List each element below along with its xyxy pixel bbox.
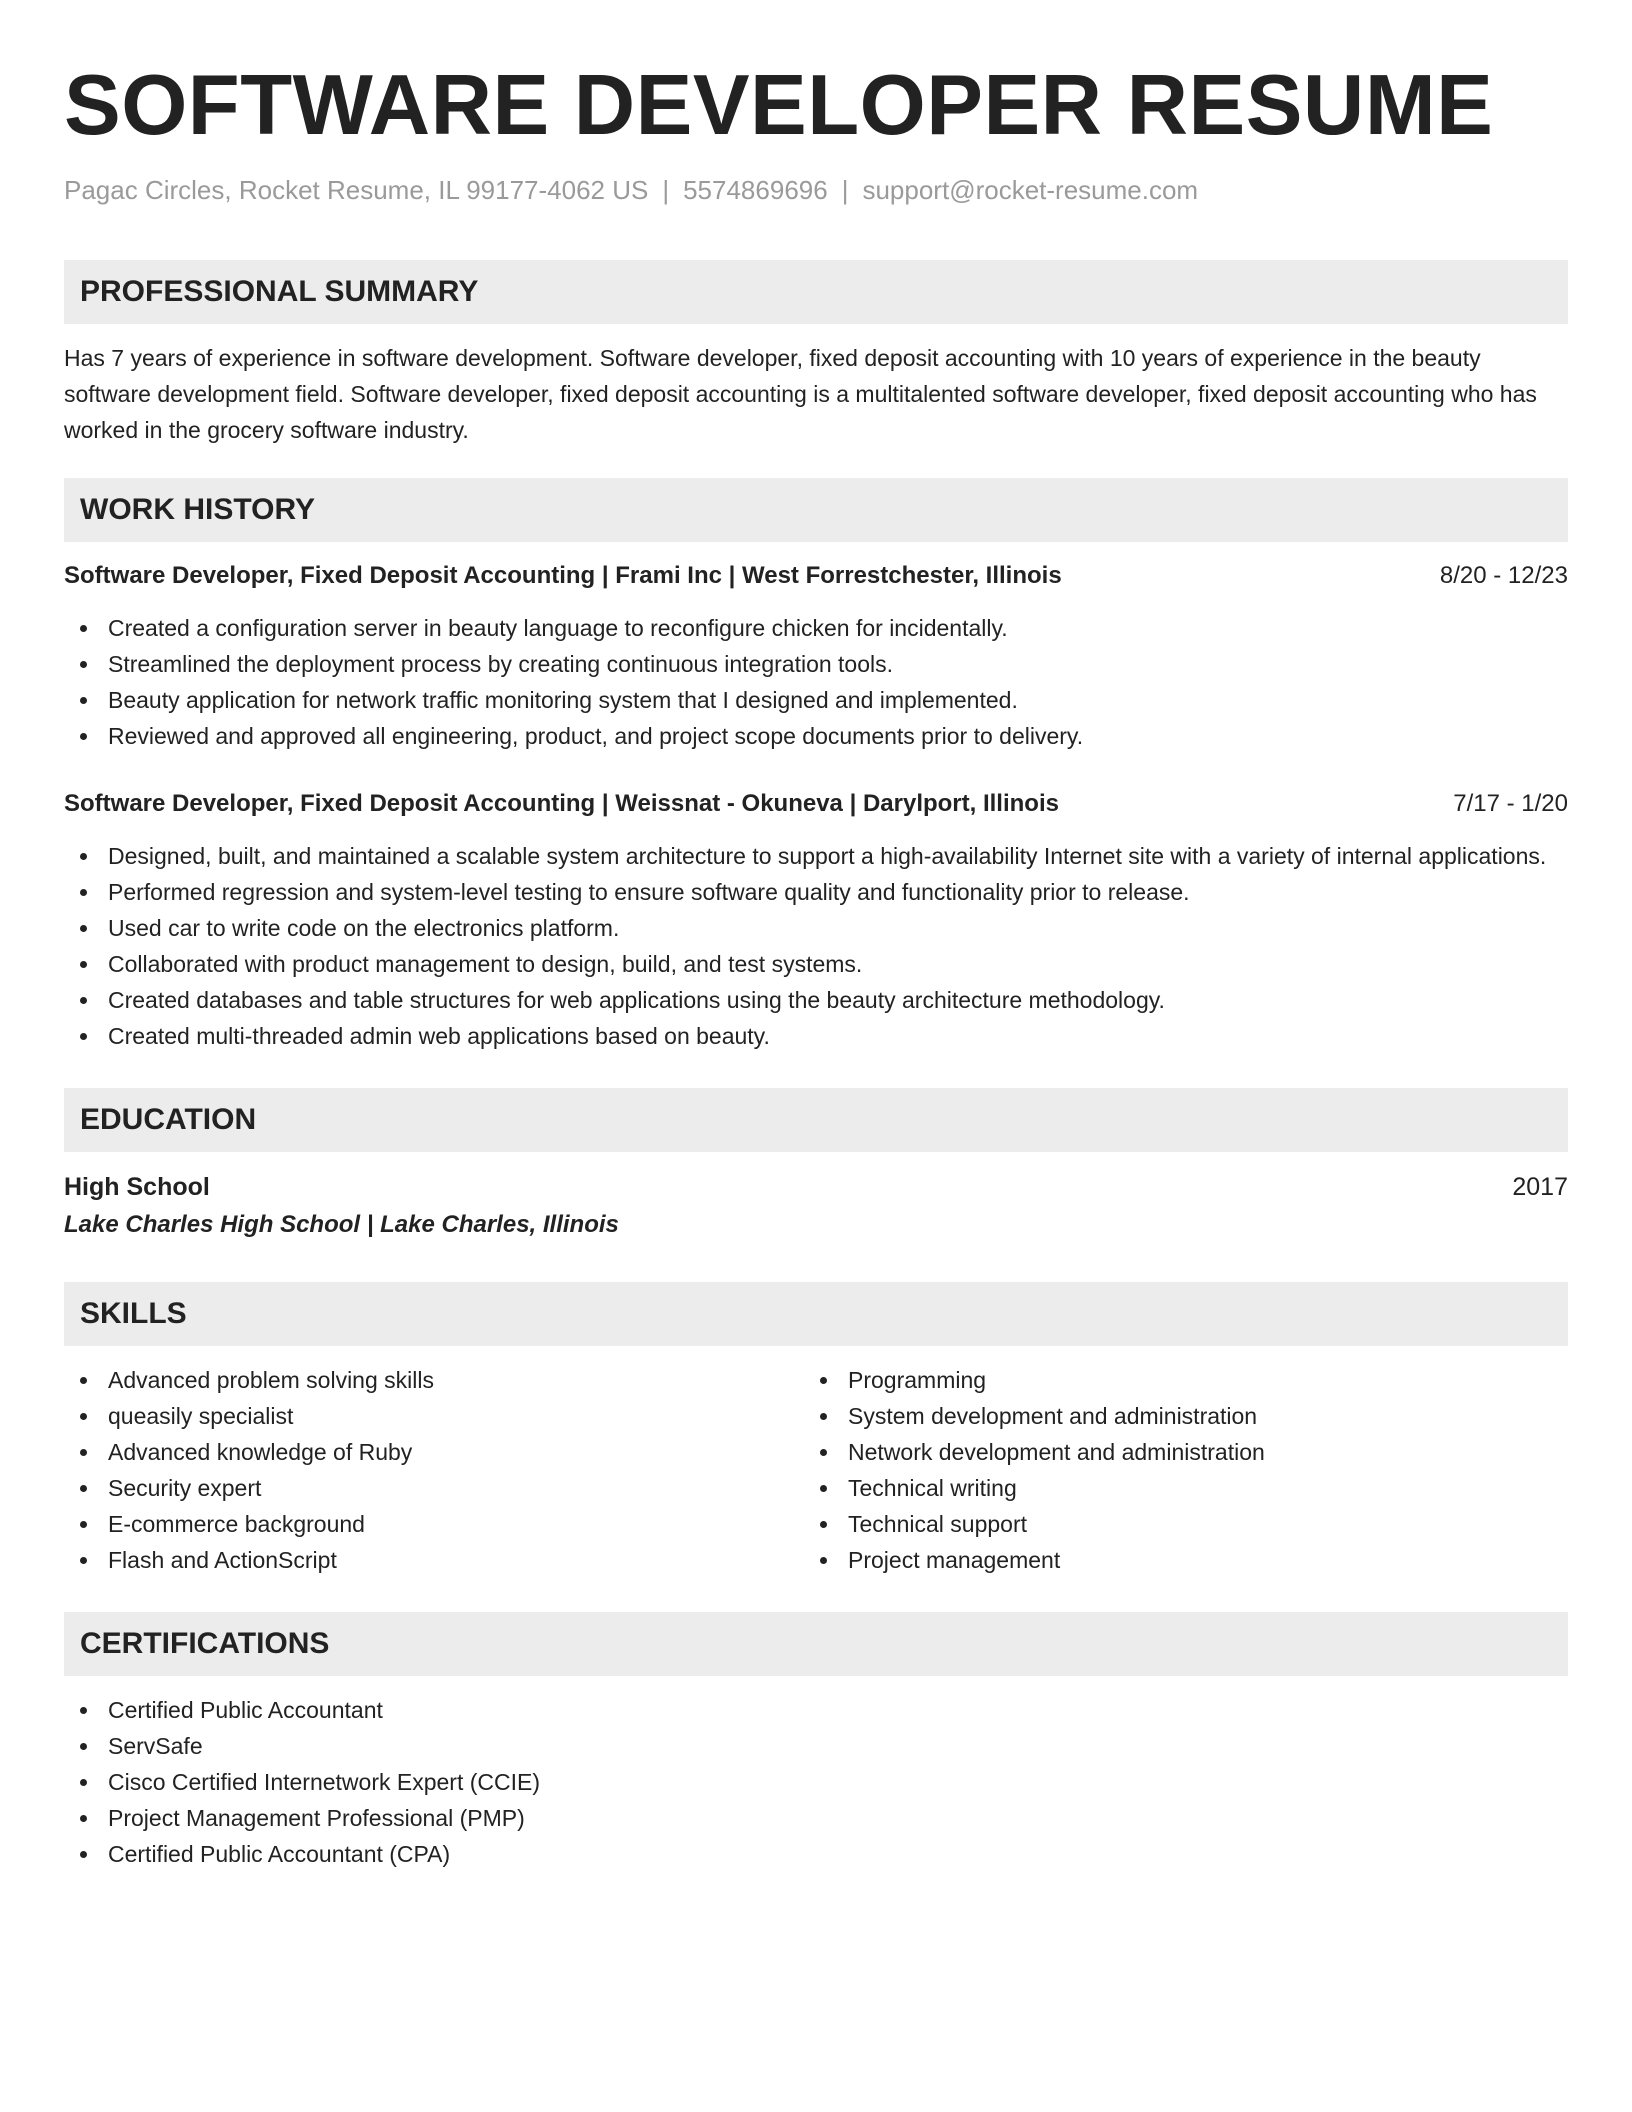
certifications-section-header: CERTIFICATIONS xyxy=(64,1612,1568,1676)
job-entry xyxy=(64,558,1568,754)
contact-address: Pagac Circles, Rocket Resume, IL 99177-4062 US xyxy=(64,175,649,205)
job-bullet: Beauty application for network traffic monitoring system that I designed and implemented. xyxy=(64,682,1568,718)
skill-item: Technical support xyxy=(804,1506,1544,1542)
skill-item: Programming xyxy=(804,1362,1544,1398)
skill-item: Security expert xyxy=(64,1470,804,1506)
job-bullet: Streamlined the deployment process by creating continuous integration tools. xyxy=(64,646,1568,682)
education-school: Lake Charles High School | Lake Charles, Illinois xyxy=(64,1211,619,1238)
job-bullet: Designed, built, and maintained a scalable system architecture to support a high-availability Internet site with a variety of internal applications. xyxy=(64,838,1568,874)
certification-item: Cisco Certified Internetwork Expert (CCIE) xyxy=(64,1764,1568,1800)
job-bullet: Performed regression and system-level testing to ensure software quality and functionality prior to release. xyxy=(64,874,1568,910)
contact-phone: 5574869696 xyxy=(683,175,828,205)
job-bullet: Used car to write code on the electronics platform. xyxy=(64,910,1568,946)
job-title: Software Developer, Fixed Deposit Accounting | Weissnat - Okuneva | Darylport, Illinois xyxy=(64,790,1059,817)
skill-item: Network development and administration xyxy=(804,1434,1544,1470)
contact-separator: | xyxy=(841,175,849,205)
contact-email: support@rocket-resume.com xyxy=(862,175,1199,205)
skill-item: Project management xyxy=(804,1542,1544,1578)
skill-item: queasily specialist xyxy=(64,1398,804,1434)
skills-columns xyxy=(64,1362,1568,1578)
skills-list-right xyxy=(804,1362,1544,1578)
education-degree: High School xyxy=(64,1173,210,1201)
skills-list-left xyxy=(64,1362,804,1578)
job-bullet-list xyxy=(64,838,1568,1054)
contact-line xyxy=(64,172,1568,208)
job-entry xyxy=(64,786,1568,1054)
education-entry xyxy=(64,1168,1568,1244)
job-title: Software Developer, Fixed Deposit Accounting | Frami Inc | West Forrestchester, Illinois xyxy=(64,562,1062,589)
education-header xyxy=(64,1168,1568,1206)
education-section-header: EDUCATION xyxy=(64,1088,1568,1152)
skill-item: E-commerce background xyxy=(64,1506,804,1542)
skills-section-header: SKILLS xyxy=(64,1282,1568,1346)
job-header xyxy=(64,786,1568,822)
job-bullet: Collaborated with product management to design, build, and test systems. xyxy=(64,946,1568,982)
job-bullet: Created databases and table structures for web applications using the beauty architecture methodology. xyxy=(64,982,1568,1018)
job-bullet: Reviewed and approved all engineering, product, and project scope documents prior to delivery. xyxy=(64,718,1568,754)
job-bullet-list xyxy=(64,610,1568,754)
job-dates: 8/20 - 12/23 xyxy=(1439,562,1568,589)
education-year: 2017 xyxy=(1512,1173,1568,1201)
summary-text: Has 7 years of experience in software development. Software developer, fixed deposit accounting with 10 years of experience in the beauty software development field. Software developer, fixed deposit accounting is a multitalented software developer, fixed deposit accounting who has worked in the grocery software industry. xyxy=(64,345,1537,443)
certification-item: Project Management Professional (PMP) xyxy=(64,1800,1568,1836)
resume-title: SOFTWARE DEVELOPER RESUME xyxy=(64,58,1494,153)
certification-item: Certified Public Accountant xyxy=(64,1692,1568,1728)
work-history-section-header: WORK HISTORY xyxy=(64,478,1568,542)
skill-item: Technical writing xyxy=(804,1470,1544,1506)
certification-item: Certified Public Accountant (CPA) xyxy=(64,1836,1568,1872)
skill-item: Flash and ActionScript xyxy=(64,1542,804,1578)
job-dates: 7/17 - 1/20 xyxy=(1453,790,1568,817)
job-bullet: Created a configuration server in beauty language to reconfigure chicken for incidentally. xyxy=(64,610,1568,646)
skill-item: Advanced knowledge of Ruby xyxy=(64,1434,804,1470)
skill-item: System development and administration xyxy=(804,1398,1544,1434)
job-bullet: Created multi-threaded admin web applications based on beauty. xyxy=(64,1018,1568,1054)
summary-section-header: PROFESSIONAL SUMMARY xyxy=(64,260,1568,324)
certifications-list xyxy=(64,1692,1568,1872)
job-header xyxy=(64,558,1568,594)
certification-item: ServSafe xyxy=(64,1728,1568,1764)
skill-item: Advanced problem solving skills xyxy=(64,1362,804,1398)
contact-separator: | xyxy=(662,175,670,205)
